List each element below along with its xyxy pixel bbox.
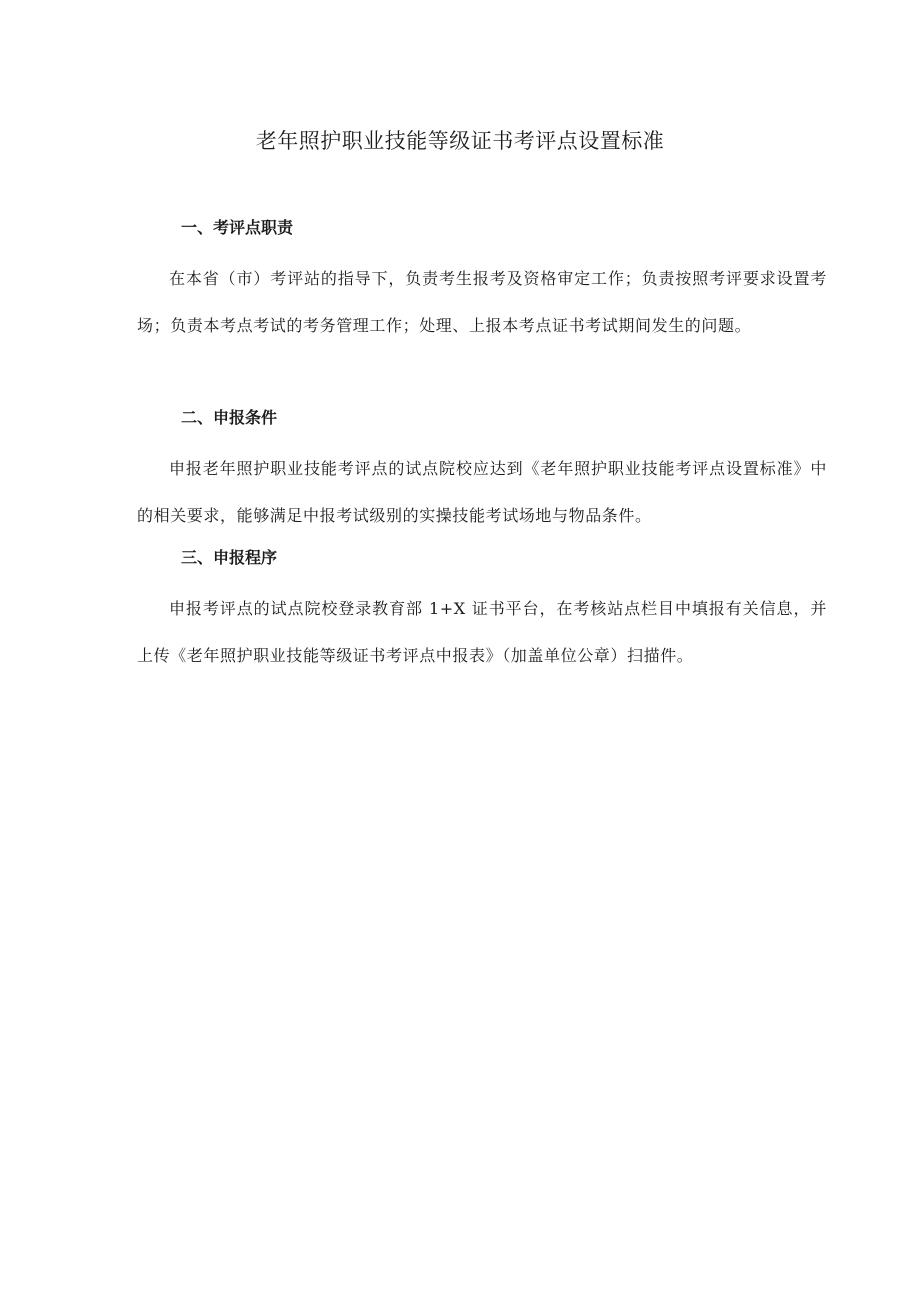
section-paragraph: 申报老年照护职业技能考评点的试点院校应达到《老年照护职业技能考评点设置标准》中的相关要求，能够满足中报考试级别的实操技能考试场地与物品条件。 (137, 459, 827, 525)
document-title: 老年照护职业技能等级证书考评点设置标准 (255, 129, 665, 153)
section-paragraph: 在本省（市）考评站的指导下，负责考生报考及资格审定工作；负责按照考评要求设置考场；负责本考点考试的考务管理工作；处理、上报本考点证书考试期间发生的问题。 (137, 269, 827, 335)
section-paragraph: 申报考评点的试点院校登录教育部 1+X 证书平台，在考核站点栏目中填报有关信息，并上传《老年照护职业技能等级证书考评点中报表》（加盖单位公章）扫描件。 (137, 599, 827, 665)
section-procedure (137, 545, 827, 679)
section-responsibilities (137, 215, 827, 349)
section-heading: 一、考评点职责 (181, 218, 294, 237)
section-conditions (137, 405, 827, 539)
section-heading: 三、申报程序 (181, 548, 278, 567)
section-heading: 二、申报条件 (181, 408, 278, 427)
